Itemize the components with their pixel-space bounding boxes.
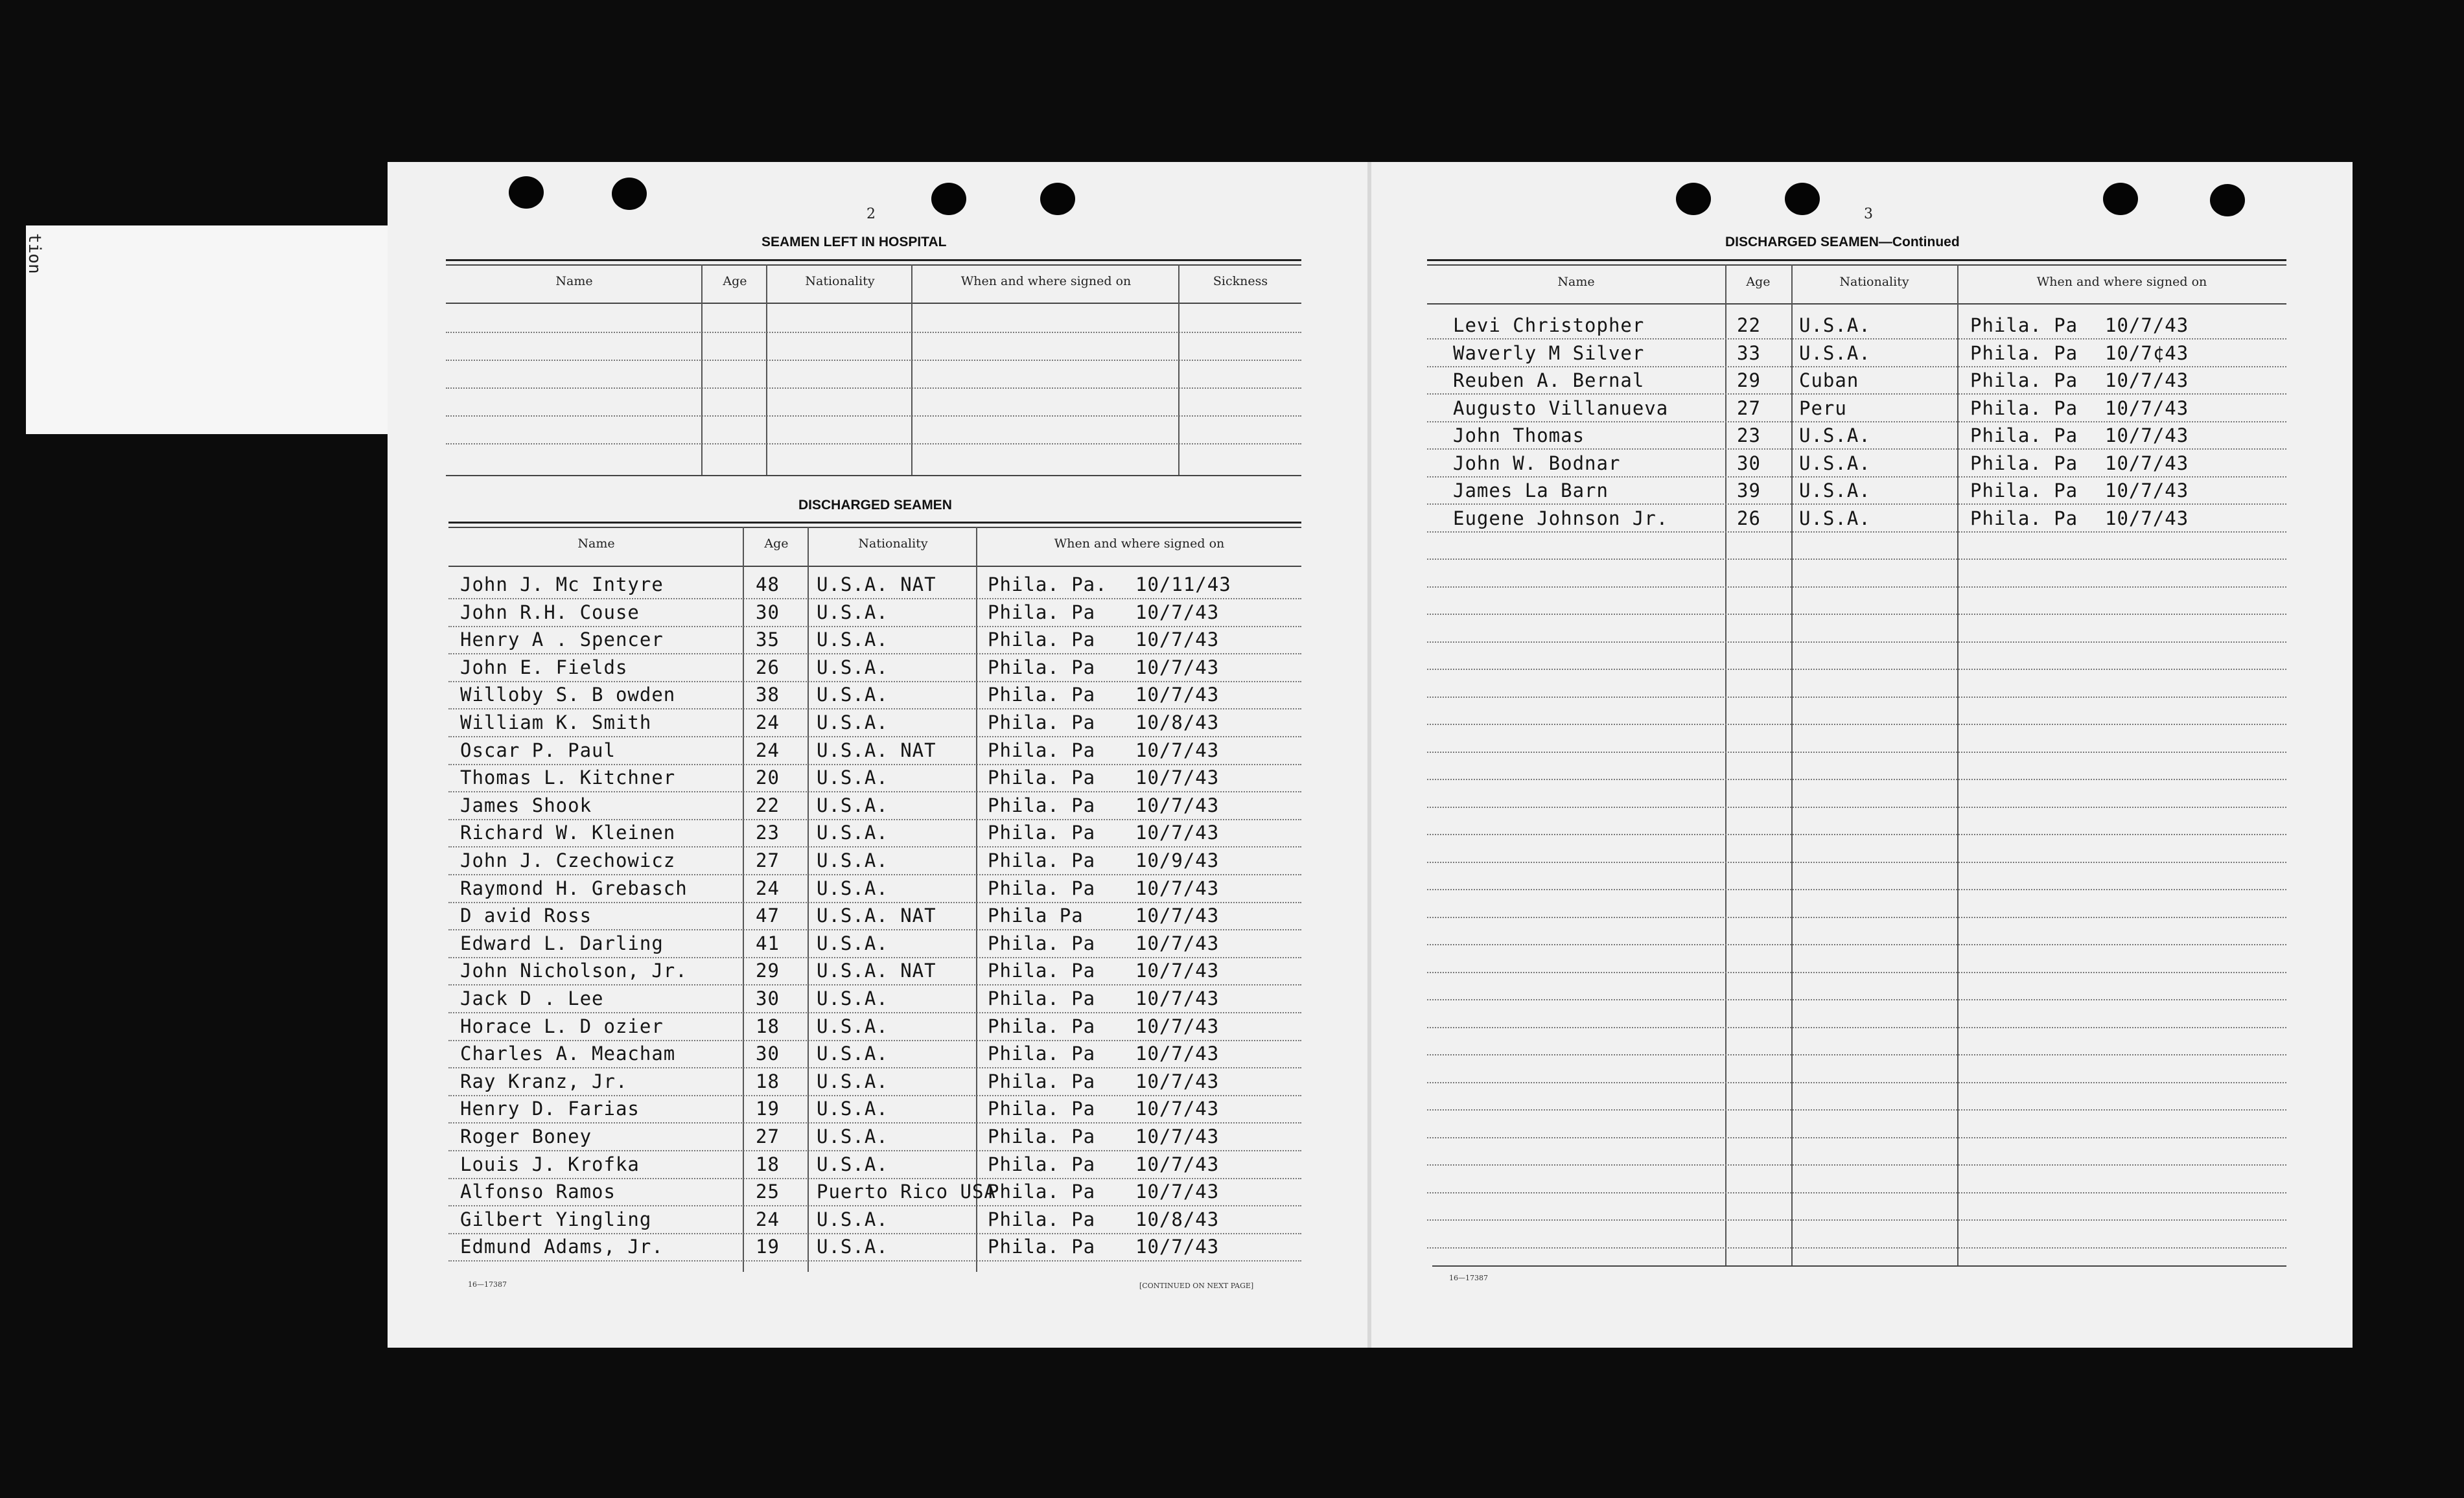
row-line xyxy=(448,984,1301,986)
punch-hole xyxy=(509,176,544,209)
rule xyxy=(446,264,1301,266)
seaman-age: 18 xyxy=(756,1153,780,1175)
signed-on-place: Phila. Pa xyxy=(988,1236,1096,1258)
seaman-age: 19 xyxy=(756,1098,780,1120)
row-line xyxy=(448,1040,1301,1042)
row-line xyxy=(448,929,1301,931)
signed-on-date: 10/7/43 xyxy=(1135,1181,1220,1203)
row-line xyxy=(1427,779,2286,781)
continued-col-nationality: Nationality xyxy=(1839,275,1909,289)
signed-on-place: Phila. Pa xyxy=(988,711,1096,733)
row-line xyxy=(1427,338,2286,340)
discharged-col-nationality: Nationality xyxy=(858,536,928,551)
seaman-age: 24 xyxy=(756,711,780,733)
rule xyxy=(1432,1265,2286,1267)
margin-strip-text: tion xyxy=(25,233,44,274)
signed-on-place: Phila. Pa xyxy=(1970,397,2078,419)
form-number-left: 16—17387 xyxy=(468,1280,507,1289)
row-line xyxy=(448,1067,1301,1069)
blank-row-line xyxy=(446,360,1301,362)
col-divider xyxy=(1957,264,1958,1265)
signed-on-place: Phila. Pa xyxy=(1970,314,2078,336)
hospital-col-age: Age xyxy=(723,274,747,288)
seaman-name: John Thomas xyxy=(1453,424,1585,446)
signed-on-date: 10/7/43 xyxy=(2105,397,2189,419)
seaman-nationality: U.S.A. NAT xyxy=(817,739,936,761)
row-line xyxy=(1427,999,2286,1001)
signed-on-date: 10/7/43 xyxy=(2105,452,2189,474)
signed-on-place: Phila. Pa xyxy=(988,1153,1096,1175)
row-line xyxy=(1427,393,2286,395)
row-line xyxy=(1427,1027,2286,1029)
row-line xyxy=(448,708,1301,710)
signed-on-date: 10/7/43 xyxy=(1135,1236,1220,1258)
row-line xyxy=(1427,807,2286,809)
signed-on-place: Phila. Pa xyxy=(988,822,1096,844)
signed-on-place: Phila. Pa xyxy=(988,794,1096,816)
signed-on-place: Phila. Pa xyxy=(988,849,1096,871)
signed-on-place: Phila. Pa xyxy=(988,601,1096,623)
seaman-age: 30 xyxy=(756,1043,780,1065)
hospital-col-signed: When and where signed on xyxy=(960,274,1132,288)
row-line xyxy=(1427,1082,2286,1084)
signed-on-date: 10/7/43 xyxy=(1135,960,1220,982)
seaman-age: 22 xyxy=(1737,314,1761,336)
discharged-section-title: DISCHARGED SEAMEN xyxy=(798,498,952,513)
seaman-age: 19 xyxy=(756,1236,780,1258)
seaman-name: Gilbert Yingling xyxy=(460,1208,652,1230)
col-divider xyxy=(1791,264,1793,1265)
signed-on-date: 10/7/43 xyxy=(1135,739,1220,761)
seaman-nationality: U.S.A. xyxy=(1799,342,1871,364)
seaman-age: 25 xyxy=(756,1181,780,1203)
discharged-col-signed: When and where signed on xyxy=(1054,536,1225,551)
row-line xyxy=(448,764,1301,766)
row-line xyxy=(1427,834,2286,836)
seaman-nationality: U.S.A. xyxy=(817,601,889,623)
signed-on-date: 10/7/43 xyxy=(1135,766,1220,789)
signed-on-date: 10/7/43 xyxy=(2105,369,2189,391)
signed-on-date: 10/7/43 xyxy=(1135,656,1220,678)
seaman-name: John R.H. Couse xyxy=(460,601,640,623)
seaman-nationality: Puerto Rico USA xyxy=(817,1181,996,1203)
seaman-nationality: U.S.A. xyxy=(817,711,889,733)
row-line xyxy=(1427,862,2286,864)
signed-on-place: Phila. Pa xyxy=(1970,452,2078,474)
row-line xyxy=(1427,944,2286,946)
row-line xyxy=(448,1012,1301,1014)
signed-on-place: Phila. Pa xyxy=(988,987,1096,1009)
row-line xyxy=(1427,448,2286,450)
seaman-name: James Shook xyxy=(460,794,592,816)
signed-on-date: 10/8/43 xyxy=(1135,711,1220,733)
seaman-age: 27 xyxy=(756,849,780,871)
signed-on-place: Phila. Pa xyxy=(1970,507,2078,529)
seaman-nationality: U.S.A. xyxy=(817,1125,889,1147)
signed-on-date: 10/7/43 xyxy=(2105,424,2189,446)
continued-col-name: Name xyxy=(1557,275,1595,289)
seaman-age: 35 xyxy=(756,628,780,651)
seaman-age: 24 xyxy=(756,877,780,899)
signed-on-place: Phila. Pa xyxy=(988,1070,1096,1092)
discharged-continued-title: DISCHARGED SEAMEN—Continued xyxy=(1725,235,1960,249)
row-line xyxy=(448,874,1301,876)
row-line xyxy=(1427,697,2286,698)
signed-on-date: 10/8/43 xyxy=(1135,1208,1220,1230)
continued-col-age: Age xyxy=(1746,275,1771,289)
seaman-name: John E. Fields xyxy=(460,656,628,678)
row-line xyxy=(448,902,1301,904)
row-line xyxy=(1427,1192,2286,1194)
page-number-left: 2 xyxy=(866,206,876,222)
col-divider xyxy=(808,527,809,1272)
seaman-nationality: U.S.A. xyxy=(817,822,889,844)
hospital-col-sickness: Sickness xyxy=(1213,274,1268,288)
seaman-name: D avid Ross xyxy=(460,905,592,927)
seaman-name: Roger Boney xyxy=(460,1125,592,1147)
signed-on-place: Phila. Pa xyxy=(988,1015,1096,1037)
signed-on-date: 10/7/43 xyxy=(1135,1098,1220,1120)
signed-on-date: 10/7/43 xyxy=(2105,507,2189,529)
seaman-age: 22 xyxy=(756,794,780,816)
row-line xyxy=(448,1178,1301,1180)
row-line xyxy=(1427,503,2286,505)
seaman-age: 23 xyxy=(756,822,780,844)
signed-on-place: Phila. Pa xyxy=(1970,424,2078,446)
seaman-name: Edward L. Darling xyxy=(460,932,664,954)
signed-on-place: Phila. Pa xyxy=(988,1181,1096,1203)
page-number-right: 3 xyxy=(1864,206,1873,222)
row-line xyxy=(1427,586,2286,588)
seaman-age: 29 xyxy=(756,960,780,982)
row-line xyxy=(448,1122,1301,1124)
row-line xyxy=(1427,917,2286,919)
signed-on-date: 10/7/43 xyxy=(1135,1070,1220,1092)
signed-on-date: 10/7/43 xyxy=(2105,479,2189,501)
seaman-age: 27 xyxy=(1737,397,1761,419)
seaman-nationality: U.S.A. NAT xyxy=(817,573,936,595)
row-line xyxy=(1427,421,2286,423)
signed-on-place: Phila. Pa xyxy=(1970,479,2078,501)
row-line xyxy=(448,819,1301,821)
continued-note: [CONTINUED ON NEXT PAGE] xyxy=(1139,1282,1254,1290)
hospital-col-name: Name xyxy=(555,274,593,288)
signed-on-date: 10/7/43 xyxy=(1135,877,1220,899)
blank-row-line xyxy=(446,443,1301,445)
seaman-name: Thomas L. Kitchner xyxy=(460,766,676,789)
signed-on-date: 10/7/43 xyxy=(1135,1043,1220,1065)
row-line xyxy=(448,1205,1301,1207)
col-divider xyxy=(1725,264,1726,1265)
seaman-name: Louis J. Krofka xyxy=(460,1153,640,1175)
signed-on-place: Phila. Pa xyxy=(988,1098,1096,1120)
seaman-age: 39 xyxy=(1737,479,1761,501)
row-line xyxy=(1427,1109,2286,1111)
seaman-name: John Nicholson, Jr. xyxy=(460,960,688,982)
seaman-nationality: U.S.A. xyxy=(1799,314,1871,336)
row-line xyxy=(448,1150,1301,1152)
signed-on-place: Phila. Pa. xyxy=(988,573,1108,595)
page-fold xyxy=(1367,162,1371,1348)
discharged-col-age: Age xyxy=(764,536,789,551)
seaman-name: Waverly M Silver xyxy=(1453,342,1645,364)
signed-on-date: 10/7/43 xyxy=(1135,794,1220,816)
signed-on-place: Phila. Pa xyxy=(988,628,1096,651)
seaman-age: 41 xyxy=(756,932,780,954)
seaman-name: Edmund Adams, Jr. xyxy=(460,1236,664,1258)
seaman-name: Jack D . Lee xyxy=(460,987,604,1009)
seaman-nationality: U.S.A. xyxy=(817,1153,889,1175)
seaman-nationality: U.S.A. xyxy=(817,932,889,954)
seaman-name: Reuben A. Bernal xyxy=(1453,369,1645,391)
row-line xyxy=(448,1095,1301,1097)
signed-on-date: 10/7/43 xyxy=(1135,1153,1220,1175)
punch-hole xyxy=(1676,183,1711,215)
seaman-nationality: U.S.A. xyxy=(817,1098,889,1120)
signed-on-date: 10/7/43 xyxy=(1135,987,1220,1009)
seaman-nationality: U.S.A. NAT xyxy=(817,960,936,982)
blank-row-line xyxy=(446,415,1301,417)
row-line xyxy=(1427,724,2286,726)
blank-row-line xyxy=(446,332,1301,334)
signed-on-date: 10/7/43 xyxy=(1135,628,1220,651)
row-line xyxy=(1427,1247,2286,1249)
signed-on-date: 10/7¢43 xyxy=(2105,342,2189,364)
row-line xyxy=(448,1260,1301,1262)
continued-col-signed: When and where signed on xyxy=(2036,275,2207,289)
seaman-nationality: U.S.A. xyxy=(817,1043,889,1065)
seaman-name: Augusto Villanueva xyxy=(1453,397,1669,419)
form-number-right: 16—17387 xyxy=(1449,1274,1488,1282)
punch-hole xyxy=(1040,183,1075,215)
seaman-nationality: U.S.A. xyxy=(817,794,889,816)
signed-on-place: Phila. Pa xyxy=(988,932,1096,954)
seaman-age: 47 xyxy=(756,905,780,927)
seaman-age: 26 xyxy=(756,656,780,678)
punch-hole xyxy=(2103,183,2138,215)
seaman-name: Alfonso Ramos xyxy=(460,1181,616,1203)
signed-on-date: 10/9/43 xyxy=(1135,849,1220,871)
seaman-age: 29 xyxy=(1737,369,1761,391)
punch-hole xyxy=(612,178,647,210)
paper-strip-left xyxy=(26,225,389,434)
signed-on-date: 10/11/43 xyxy=(1135,573,1231,595)
col-divider xyxy=(976,527,977,1272)
punch-hole xyxy=(2210,184,2245,216)
seaman-name: Henry D. Farias xyxy=(460,1098,640,1120)
seaman-nationality: U.S.A. NAT xyxy=(817,905,936,927)
signed-on-place: Phila Pa xyxy=(988,905,1084,927)
seaman-name: Horace L. D ozier xyxy=(460,1015,664,1037)
seaman-nationality: Cuban xyxy=(1799,369,1859,391)
seaman-nationality: U.S.A. xyxy=(817,656,889,678)
rule xyxy=(448,527,1301,528)
seaman-name: William K. Smith xyxy=(460,711,652,733)
row-line xyxy=(448,626,1301,628)
seaman-name: Raymond H. Grebasch xyxy=(460,877,688,899)
seaman-name: Eugene Johnson Jr. xyxy=(1453,507,1669,529)
rule xyxy=(446,259,1301,261)
seaman-name: Levi Christopher xyxy=(1453,314,1645,336)
row-line xyxy=(1427,1164,2286,1166)
row-line xyxy=(448,846,1301,848)
signed-on-date: 10/7/43 xyxy=(2105,314,2189,336)
seaman-nationality: U.S.A. xyxy=(817,1070,889,1092)
row-line xyxy=(1427,972,2286,974)
seaman-nationality: U.S.A. xyxy=(817,766,889,789)
row-line xyxy=(448,791,1301,793)
signed-on-date: 10/7/43 xyxy=(1135,684,1220,706)
seaman-nationality: U.S.A. xyxy=(817,1015,889,1037)
seaman-name: James La Barn xyxy=(1453,479,1609,501)
seaman-age: 27 xyxy=(756,1125,780,1147)
seaman-nationality: U.S.A. xyxy=(817,684,889,706)
discharged-col-name: Name xyxy=(577,536,615,551)
seaman-nationality: U.S.A. xyxy=(1799,479,1871,501)
seaman-age: 30 xyxy=(756,601,780,623)
rule xyxy=(1427,264,2286,266)
seaman-nationality: U.S.A. xyxy=(1799,507,1871,529)
row-line xyxy=(1427,614,2286,616)
seaman-nationality: U.S.A. xyxy=(817,1236,889,1258)
rule xyxy=(448,566,1301,567)
signed-on-place: Phila. Pa xyxy=(1970,369,2078,391)
seaman-nationality: U.S.A. xyxy=(817,987,889,1009)
signed-on-place: Phila. Pa xyxy=(988,1043,1096,1065)
signed-on-place: Phila. Pa xyxy=(988,877,1096,899)
seaman-age: 33 xyxy=(1737,342,1761,364)
row-line xyxy=(448,598,1301,600)
row-line xyxy=(1427,531,2286,533)
seaman-age: 30 xyxy=(756,987,780,1009)
seaman-age: 26 xyxy=(1737,507,1761,529)
signed-on-place: Phila. Pa xyxy=(988,739,1096,761)
row-line xyxy=(448,1233,1301,1235)
hospital-col-nationality: Nationality xyxy=(805,274,875,288)
seaman-name: John J. Czechowicz xyxy=(460,849,676,871)
row-line xyxy=(1427,669,2286,671)
signed-on-place: Phila. Pa xyxy=(988,960,1096,982)
signed-on-place: Phila. Pa xyxy=(988,684,1096,706)
seaman-nationality: U.S.A. xyxy=(817,1208,889,1230)
signed-on-place: Phila. Pa xyxy=(1970,342,2078,364)
seaman-name: Ray Kranz, Jr. xyxy=(460,1070,628,1092)
seaman-age: 24 xyxy=(756,1208,780,1230)
blank-row-line xyxy=(446,387,1301,389)
seaman-name: Charles A. Meacham xyxy=(460,1043,676,1065)
signed-on-date: 10/7/43 xyxy=(1135,822,1220,844)
seaman-nationality: U.S.A. xyxy=(817,628,889,651)
seaman-age: 20 xyxy=(756,766,780,789)
signed-on-place: Phila. Pa xyxy=(988,656,1096,678)
rule xyxy=(448,522,1301,524)
row-line xyxy=(1427,366,2286,368)
seaman-name: John W. Bodnar xyxy=(1453,452,1621,474)
seaman-name: John J. Mc Intyre xyxy=(460,573,664,595)
seaman-name: Richard W. Kleinen xyxy=(460,822,676,844)
signed-on-date: 10/7/43 xyxy=(1135,601,1220,623)
seaman-age: 18 xyxy=(756,1070,780,1092)
seaman-name: Henry A . Spencer xyxy=(460,628,664,651)
seaman-age: 24 xyxy=(756,739,780,761)
row-line xyxy=(1427,641,2286,643)
seaman-nationality: U.S.A. xyxy=(817,877,889,899)
row-line xyxy=(448,653,1301,655)
row-line xyxy=(448,957,1301,959)
row-line xyxy=(1427,1054,2286,1056)
row-line xyxy=(1427,476,2286,478)
hospital-section-title: SEAMEN LEFT IN HOSPITAL xyxy=(761,235,947,249)
seaman-name: Willoby S. B owden xyxy=(460,684,676,706)
seaman-nationality: Peru xyxy=(1799,397,1847,419)
row-line xyxy=(1427,1219,2286,1221)
seaman-nationality: U.S.A. xyxy=(817,849,889,871)
seaman-age: 18 xyxy=(756,1015,780,1037)
rule xyxy=(446,303,1301,304)
col-divider xyxy=(743,527,744,1272)
signed-on-date: 10/7/43 xyxy=(1135,1015,1220,1037)
seaman-age: 48 xyxy=(756,573,780,595)
punch-hole xyxy=(931,183,966,215)
signed-on-date: 10/7/43 xyxy=(1135,1125,1220,1147)
seaman-nationality: U.S.A. xyxy=(1799,452,1871,474)
seaman-nationality: U.S.A. xyxy=(1799,424,1871,446)
row-line xyxy=(448,736,1301,738)
signed-on-place: Phila. Pa xyxy=(988,766,1096,789)
signed-on-place: Phila. Pa xyxy=(988,1208,1096,1230)
signed-on-place: Phila. Pa xyxy=(988,1125,1096,1147)
row-line xyxy=(1427,559,2286,560)
seaman-age: 30 xyxy=(1737,452,1761,474)
row-line xyxy=(448,681,1301,683)
row-line xyxy=(1427,1137,2286,1139)
row-line xyxy=(1427,752,2286,754)
seaman-name: Oscar P. Paul xyxy=(460,739,616,761)
seaman-age: 23 xyxy=(1737,424,1761,446)
rule xyxy=(446,475,1301,476)
rule xyxy=(1427,303,2286,305)
seaman-age: 38 xyxy=(756,684,780,706)
signed-on-date: 10/7/43 xyxy=(1135,932,1220,954)
signed-on-date: 10/7/43 xyxy=(1135,905,1220,927)
rule xyxy=(1427,259,2286,261)
punch-hole xyxy=(1785,183,1820,215)
row-line xyxy=(1427,889,2286,891)
